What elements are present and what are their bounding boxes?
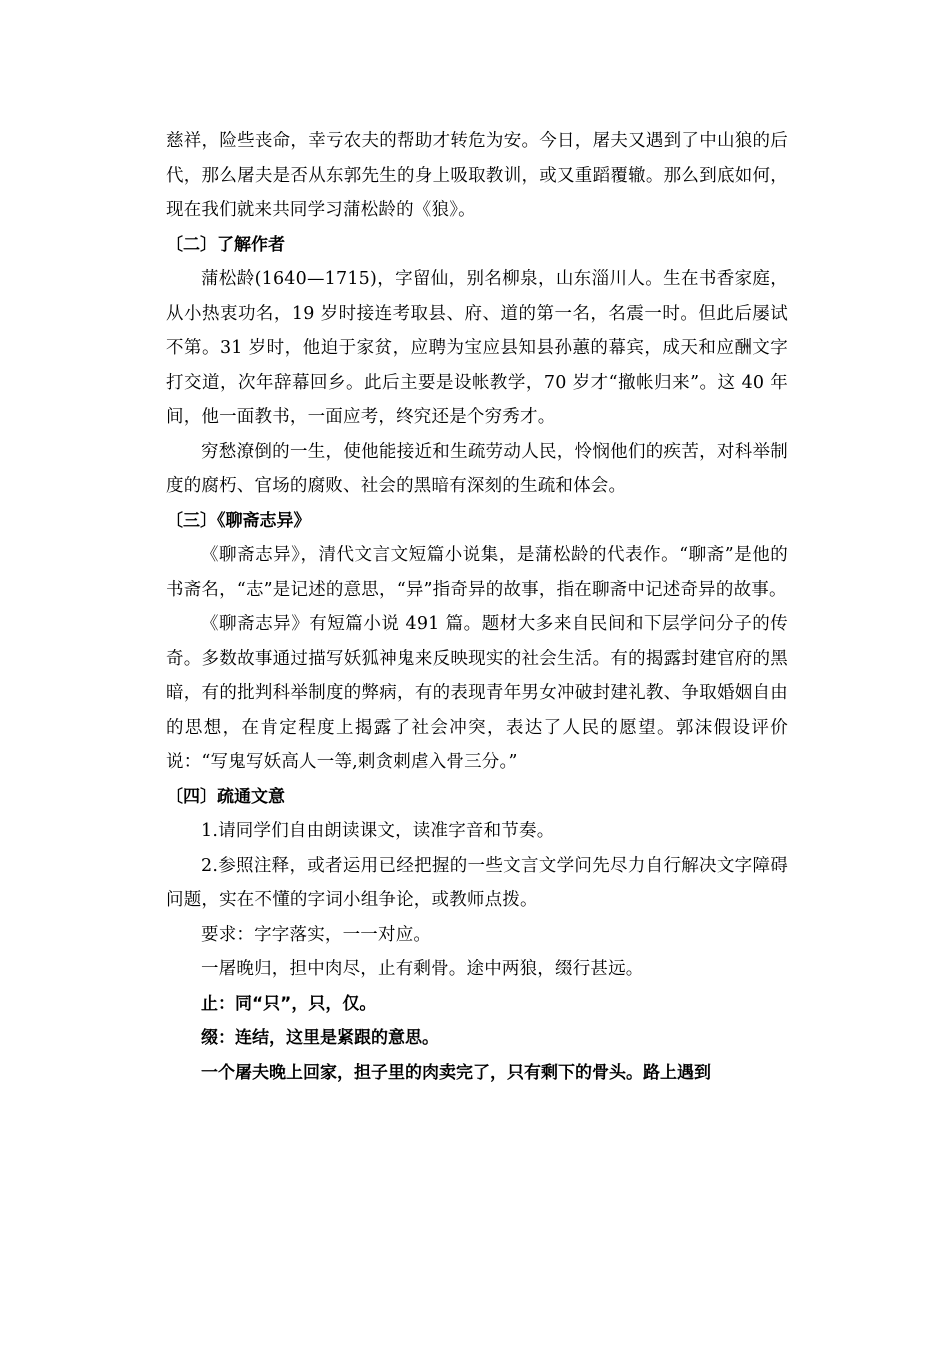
- author-bio-paragraph: 蒲松龄(1640—1715)，字留仙，别名柳泉，山东淄川人。生在书香家庭，从小热衷功名，19 岁时接连考取县、府、道的第一名，名震一时。但此后屡试不第。31 岁时，他迫于家贫，应聘为宝应县知县孙蕙的幕宾，成天和应酬文字打交道，次年辞幕回乡。此后主要是设帐教学，70 岁才“撤帐归来”。这 40 年间，他一面教书，一面应考，终究还是个穷秀才。: [166, 269, 788, 427]
- requirement-paragraph: 要求：字字落实，一一对应。: [201, 924, 432, 945]
- section-heading-reading: 〔四〕疏通文意: [166, 786, 285, 807]
- note-zhui: 缀：连结，这里是紧跟的意思。: [201, 1028, 439, 1048]
- book-detail-paragraph: 《聊斋志异》有短篇小说 491 篇。题材大多来自民间和下层学问分子的传奇。多数故事通过描写妖狐神鬼来反映现实的社会生活。有的揭露封建官府的黑暗，有的批判科举制度的弊病，有的表现青年男女冲破封建礼教、争取婚姻自由的思想，在肯定程度上揭露了社会冲突，表达了人民的愿望。郭沫假设评价说：“写鬼写妖高人一等,刺贪刺虐入骨三分。”: [166, 614, 788, 772]
- intro-paragraph: 慈祥，险些丧命，幸亏农夫的帮助才转危为安。今日，屠夫又遇到了中山狼的后代，那么屠夫是否从东郭先生的身上吸取教训，或又重蹈覆辙。那么到底如何，现在我们就来共同学习蒲松龄的《狼》。: [166, 131, 788, 220]
- book-intro-paragraph: 《聊斋志异》，清代文言文短篇小说集，是蒲松龄的代表作。“聊斋”是他的书斋名，“志”是记述的意思，“异”指奇异的故事，指在聊斋中记述奇异的故事。: [166, 545, 788, 600]
- classical-text-line: 一屠晚归，担中肉尽，止有剩骨。途中两狼，缀行甚远。: [201, 959, 644, 979]
- document-body: [166, 124, 788, 1090]
- note-zhi: 止：同“只”，只，仅。: [201, 993, 377, 1014]
- section-heading-author: 〔二〕了解作者: [166, 234, 285, 255]
- author-life-paragraph: 穷愁潦倒的一生，使他能接近和生疏劳动人民，怜悯他们的疾苦，对科举制度的腐朽、官场的腐败、社会的黑暗有深刻的生疏和体会。: [166, 441, 788, 496]
- step-one-paragraph: 1.请同学们自由朗读课文，读准字音和节奏。: [201, 821, 555, 841]
- section-heading-book: 〔三〕《聊斋志异》: [166, 510, 311, 531]
- step-two-paragraph: 2.参照注释，或者运用已经把握的一些文言文学问先尽力自行解决文字障碍问题，实在不懂的字词小组争论，或教师点拨。: [166, 855, 788, 910]
- translation-line: 一个屠夫晚上回家，担子里的肉卖完了，只有剩下的骨头。路上遇到: [201, 1062, 711, 1083]
